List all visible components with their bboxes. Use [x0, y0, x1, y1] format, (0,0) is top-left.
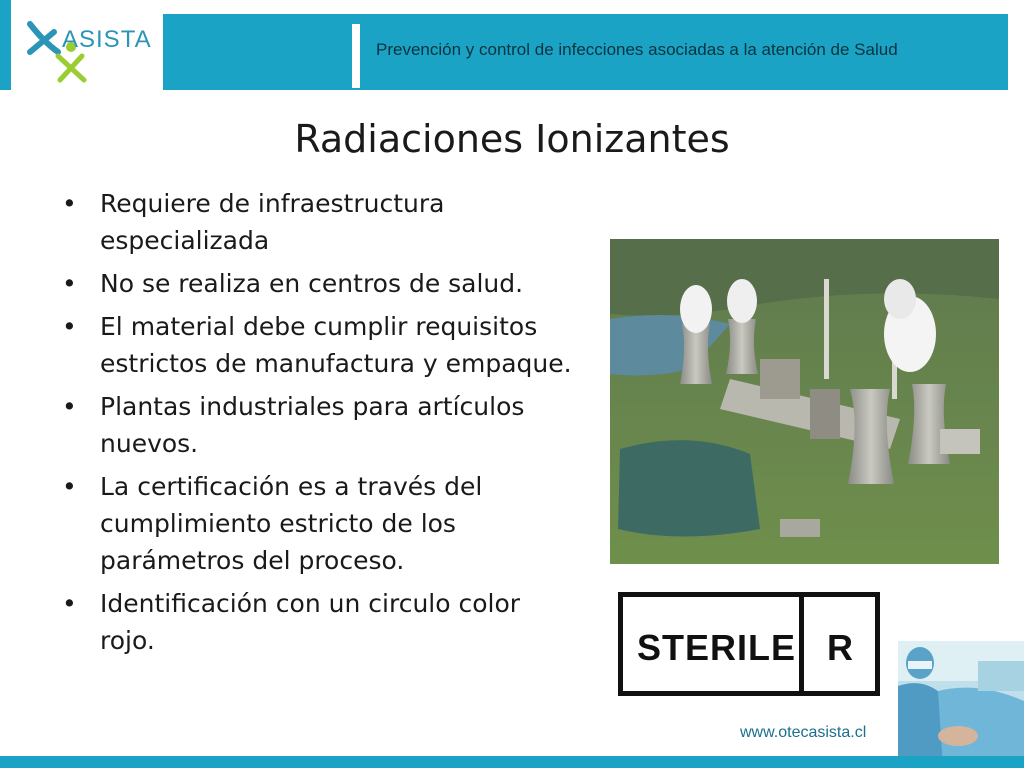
tagline: Prevención y control de infecciones asociadas a la atención de Salud: [376, 40, 898, 59]
bullet-list: [58, 185, 578, 665]
bullet-text: Identificación con un circulo color rojo.: [100, 589, 521, 655]
bullet-item: [58, 468, 578, 579]
bullet-dot-icon: •: [62, 472, 77, 501]
sterile-r-label: [618, 592, 880, 696]
bullet-text: La certificación es a través del cumplimiento estricto de los parámetros del proceso.: [100, 472, 483, 575]
bullet-item: [58, 265, 578, 302]
bullet-text: Plantas industriales para artículos nuevos.: [100, 392, 525, 458]
website-url[interactable]: www.otecasista.cl: [740, 724, 867, 741]
bullet-item: [58, 388, 578, 462]
sterile-letter: R: [827, 627, 853, 668]
bullet-dot-icon: •: [62, 189, 77, 218]
surgery-photo: [898, 641, 1024, 768]
bullet-text: Requiere de infraestructura especializada: [100, 189, 445, 255]
sterile-divider: [799, 597, 804, 691]
bullet-dot-icon: •: [62, 269, 77, 298]
bullet-dot-icon: •: [62, 589, 77, 618]
bullet-text: No se realiza en centros de salud.: [100, 269, 524, 298]
footer-bar: [0, 756, 1024, 768]
left-accent-bar: [0, 0, 11, 90]
header: [0, 0, 1024, 90]
banner-divider: [352, 24, 360, 88]
bullet-item: [58, 585, 578, 659]
bullet-dot-icon: •: [62, 312, 77, 341]
bullet-dot-icon: •: [62, 392, 77, 421]
bullet-item: [58, 308, 578, 382]
sterile-word: STERILE: [637, 627, 797, 668]
slide-title: Radiaciones Ionizantes: [294, 117, 730, 161]
bullet-item: [58, 185, 578, 259]
power-plant-photo: [610, 239, 999, 564]
bullet-text: El material debe cumplir requisitos estrictos de manufactura y empaque.: [100, 312, 572, 378]
brand-name: ASISTA: [62, 26, 152, 53]
